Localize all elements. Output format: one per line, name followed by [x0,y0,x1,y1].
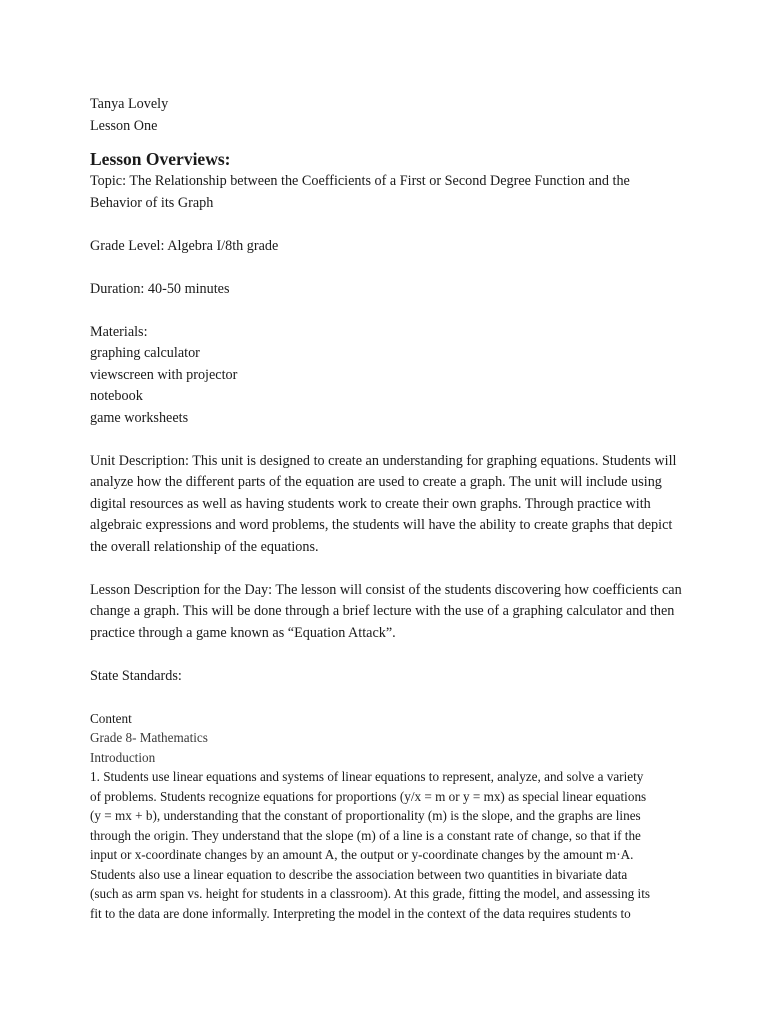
standard-line: input or x-coordinate changes by an amount A, the output or y-coordinate changes by the amount m·A. [90,847,634,862]
section-heading: Lesson Overviews: [90,149,231,169]
introduction-label: Introduction [90,749,156,765]
author-name: Tanya Lovely [90,96,169,112]
standard-line: of problems. Students recognize equations for proportions (y/x = m or y = mx) as special linear equations [90,788,647,804]
duration: Duration: 40-50 minutes [90,280,230,297]
unit-description-line: analyze how the different parts of the equation are used to create a graph. The unit will include using [90,474,662,490]
standard-line: (such as arm span vs. height for students in a classroom). At this grade, fitting the model, and assessing its [90,886,651,901]
materials-label: Materials: [90,323,148,340]
unit-description-line: Unit Description: This unit is designed to create an understanding for graphing equations. Students will [90,452,677,469]
unit-description-line: algebraic expressions and word problems, the students will have the ability to create graphs that depict [90,517,673,533]
state-standards-label: State Standards: [90,667,182,684]
unit-description-line: the overall relationship of the equations. [90,538,319,555]
grade-level: Grade Level: Algebra I/8th grade [90,237,279,254]
topic-line: Topic: The Relationship between the Coefficients of a First or Second Degree Function and the [90,173,630,189]
lesson-description-line: change a graph. This will be done through a brief lecture with the use of a graphing calculator and then [90,603,675,619]
unit-description-line: digital resources as well as having students work to create their own graphs. Through practice with [90,495,651,512]
standard-line: fit to the data are done informally. Interpreting the model in the context of the data requires students to [90,905,631,921]
lesson-description-line: Lesson Description for the Day: The lesson will consist of the students discovering how coefficients can [90,581,682,598]
topic-line: Behavior of its Graph [90,194,214,211]
materials-item: graphing calculator [90,345,200,361]
lesson-description-line: practice through a game known as “Equation Attack”. [90,624,396,641]
lesson-number: Lesson One [90,117,158,134]
materials-item: notebook [90,388,143,404]
standard-line: through the origin. They understand that the slope (m) of a line is a constant rate of change, so that if the [90,827,641,843]
standard-line: 1. Students use linear equations and systems of linear equations to represent, analyze, and solve a variety [90,769,644,784]
standard-line: (y = mx + b), understanding that the constant of proportionality (m) is the slope, and the graphs are lines [90,808,641,823]
grade-subject: Grade 8- Mathematics [90,730,208,745]
standard-line: Students also use a linear equation to describe the association between two quantities in bivariate data [90,866,628,882]
content-label: Content [90,710,132,726]
document-page [90,94,730,923]
materials-item: viewscreen with projector [90,366,238,383]
materials-item: game worksheets [90,409,189,426]
